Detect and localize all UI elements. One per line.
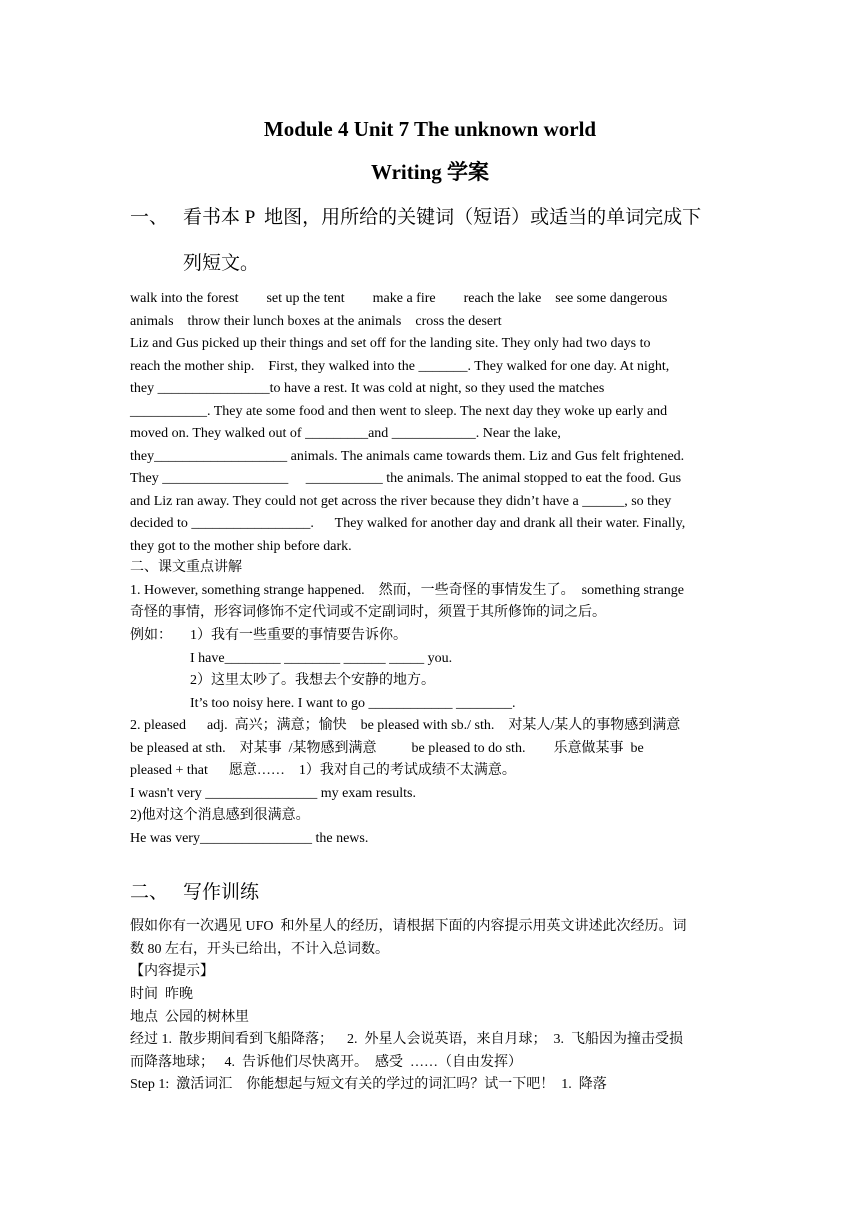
example-cn: 1）我有一些重要的事情要告诉你。	[190, 628, 407, 643]
point1-line: 1. However, something strange happened. 然而，一些奇怪的事情发生了。 something strange	[130, 583, 684, 598]
passage-line: decided to _________________. They walked for another day and drank all their water. Finally,	[130, 516, 686, 531]
example-en: I have________ ________ ______ _____ you.	[190, 651, 453, 666]
point2-line: be pleased at sth. 对某事 /某物感到满意 be pleased to do sth. 乐意做某事 be	[130, 741, 644, 756]
section1-heading-cont: 列短文。	[183, 253, 260, 274]
example-label: 例如：	[130, 628, 172, 643]
passage-line: Liz and Gus picked up their things and set off for the landing site. They only had two days to	[130, 336, 651, 351]
hint-time: 时间 昨晚	[130, 987, 193, 1002]
passage-line: They __________________ ___________ the animals. The animal stopped to eat the food. Gus	[130, 471, 682, 486]
point2-line: 2)他对这个消息感到很满意。	[130, 808, 310, 823]
keywords-line: animals throw their lunch boxes at the animals cross the desert	[130, 314, 502, 329]
passage-line: reach the mother ship. First, they walked into the _______. They walked for one day. At night,	[130, 359, 670, 374]
passage-line: moved on. They walked out of _________and ____________. Near the lake,	[130, 426, 561, 441]
passage-line: they ________________to have a rest. It was cold at night, so they used the matches	[130, 381, 605, 396]
example-cn: 2）这里太吵了。我想去个安静的地方。	[190, 673, 435, 688]
section1-number: 一、	[130, 207, 169, 228]
point2-line: 2. pleased adj. 高兴；满意；愉快 be pleased with sb./ sth. 对某人/某人的事物感到满意	[130, 718, 681, 733]
section3-heading: 写作训练	[183, 882, 260, 903]
example-en: It’s too noisy here. I want to go ____________ ________.	[190, 696, 516, 711]
passage-line: and Liz ran away. They could not get across the river because they didn’t have a ______, so they	[130, 494, 672, 509]
hint-place: 地点 公园的树林里	[130, 1010, 249, 1025]
passage-line: ___________. They ate some food and then went to sleep. The next day they woke up early and	[130, 404, 668, 419]
document-subtitle: Writing 学案	[370, 160, 490, 184]
task-line: 假如你有一次遇见 UFO 和外星人的经历，请根据下面的内容提示用英文讲述此次经历。词	[130, 919, 687, 934]
hint-label: 【内容提示】	[130, 964, 214, 979]
passage-line: they___________________ animals. The animals came towards them. Liz and Gus felt frightened.	[130, 449, 685, 464]
section3-number: 二、	[130, 882, 169, 903]
task-line: 数 80 左右，开头已给出，不计入总词数。	[130, 942, 389, 957]
hint-process: 经过 1. 散步期间看到飞船降落； 2. 外星人会说英语，来自月球； 3. 飞船因为撞击受损	[130, 1032, 683, 1047]
section1-heading: 看书本 P 地图，用所给的关键词（短语）或适当的单词完成下	[183, 207, 702, 228]
document-title: Module 4 Unit 7 The unknown world	[263, 117, 597, 141]
hint-process: 而降落地球； 4. 告诉他们尽快离开。 感受 ……（自由发挥）	[130, 1055, 522, 1070]
point1-line: 奇怪的事情，形容词修饰不定代词或不定副词时，须置于其所修饰的词之后。	[130, 605, 606, 620]
keywords-line: walk into the forest set up the tent make a fire reach the lake see some dangerous	[130, 291, 668, 306]
point2-line: He was very________________ the news.	[130, 831, 369, 846]
step1-line: Step 1: 激活词汇 你能想起与短文有关的学过的词汇吗？试一下吧！ 1. 降落	[130, 1077, 607, 1092]
point2-line: I wasn't very ________________ my exam results.	[130, 786, 416, 801]
section2-label: 二、课文重点讲解	[130, 560, 242, 575]
passage-line: they got to the mother ship before dark.	[130, 539, 352, 554]
point2-line: pleased + that 愿意…… 1）我对自己的考试成绩不太满意。	[130, 763, 516, 778]
